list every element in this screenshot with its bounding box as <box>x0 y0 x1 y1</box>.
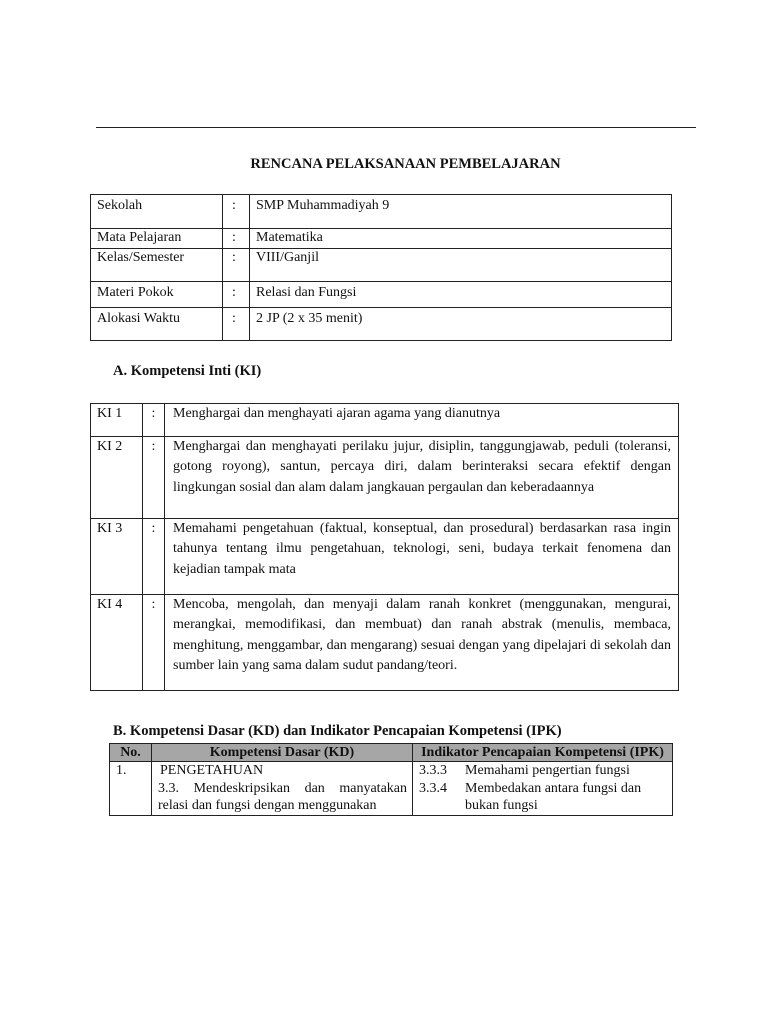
identity-label: Alokasi Waktu <box>91 308 223 341</box>
ipk-item <box>419 780 666 815</box>
ipk-item <box>419 762 666 780</box>
ki-code: KI 1 <box>91 404 143 437</box>
ipk-text: Membedakan antara fungsi dan bukan fungsi <box>465 780 642 813</box>
ki-row <box>91 519 679 595</box>
ipk-number: 3.3.4 <box>419 780 447 796</box>
identity-colon: : <box>223 308 250 341</box>
identity-colon: : <box>223 282 250 308</box>
identity-colon: : <box>223 195 250 229</box>
identity-colon: : <box>223 229 250 249</box>
ki-row <box>91 437 679 519</box>
identity-value: Relasi dan Fungsi <box>250 282 672 308</box>
identity-row <box>91 195 672 229</box>
header-kd: Kompetensi Dasar (KD) <box>152 744 413 762</box>
identity-label: Mata Pelajaran <box>91 229 223 249</box>
identity-value: 2 JP (2 x 35 menit) <box>250 308 672 341</box>
ipk-cell <box>413 762 673 816</box>
identity-value: Matematika <box>250 229 672 249</box>
kd-header-row <box>110 744 673 762</box>
identity-label: Materi Pokok <box>91 282 223 308</box>
kd-row <box>110 762 673 816</box>
kd-category: PENGETAHUAN <box>160 763 264 778</box>
identity-label: Sekolah <box>91 195 223 229</box>
ki-code: KI 4 <box>91 595 143 691</box>
section-a-heading: A. Kompetensi Inti (KI) <box>113 363 262 379</box>
ki-description: Mencoba, mengolah, dan menyaji dalam ranah konkret (menggunakan, mengurai, merangkai, memodifikasi, dan membuat) dan ranah abstrak (menulis, membaca, menghitung, menggambar, dan mengarang) sesuai dengan yang dipelajari di sekolah dan sumber lain yang sama dalam sudut pandang/teori. <box>165 595 679 691</box>
ki-code: KI 3 <box>91 519 143 595</box>
identity-value: VIII/Ganjil <box>250 249 672 282</box>
ki-colon: : <box>143 437 165 519</box>
identity-row <box>91 229 672 249</box>
core-competency-table <box>90 403 679 691</box>
identity-value: SMP Muhammadiyah 9 <box>250 195 672 229</box>
ki-row <box>91 595 679 691</box>
ki-description: Memahami pengetahuan (faktual, konseptual, dan prosedural) berdasarkan rasa ingin tahunya tentang ilmu pengetahuan, teknologi, seni, budaya terkait fenomena dan kejadian tampak mata <box>165 519 679 595</box>
kd-cell <box>152 762 413 816</box>
kd-ipk-table <box>109 743 673 816</box>
header-no: No. <box>110 744 152 762</box>
kd-row-number: 1. <box>110 762 152 816</box>
ki-code: KI 2 <box>91 437 143 519</box>
identity-label: Kelas/Semester <box>91 249 223 282</box>
ki-colon: : <box>143 404 165 437</box>
identity-table <box>90 194 672 341</box>
ki-row <box>91 404 679 437</box>
ki-description: Menghargai dan menghayati perilaku jujur, disiplin, tanggungjawab, peduli (toleransi, gotong royong), santun, percaya diri, dalam berinteraksi secara efektif dengan lingkungan sosial dan alam dalam jangkauan pergaulan dan keberadaannya <box>165 437 679 519</box>
header-ipk: Indikator Pencapaian Kompetensi (IPK) <box>413 744 673 762</box>
document-title: RENCANA PELAKSANAAN PEMBELAJARAN <box>250 156 561 172</box>
section-b-heading: B. Kompetensi Dasar (KD) dan Indikator Pencapaian Kompetensi (IPK) <box>113 723 562 739</box>
identity-row <box>91 249 672 282</box>
ipk-number: 3.3.3 <box>419 763 447 778</box>
identity-row <box>91 282 672 308</box>
ki-colon: : <box>143 595 165 691</box>
identity-colon: : <box>223 249 250 282</box>
ki-colon: : <box>143 519 165 595</box>
ki-description: Menghargai dan menghayati ajaran agama yang dianutnya <box>165 404 679 437</box>
identity-row <box>91 308 672 341</box>
kd-description: 3.3. Mendeskripsikan dan manyatakan relasi dan fungsi dengan menggunakan <box>158 780 407 813</box>
ipk-text: Memahami pengertian fungsi <box>465 763 630 778</box>
header-rule <box>96 127 696 128</box>
